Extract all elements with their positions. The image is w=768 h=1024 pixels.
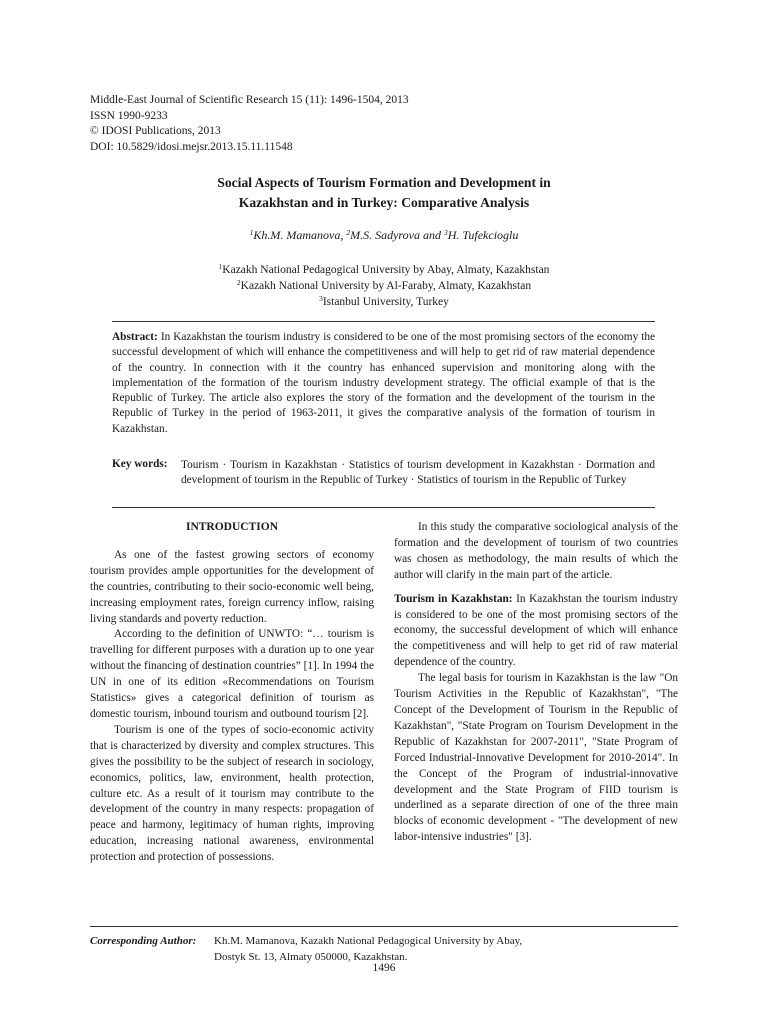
footer-rule — [90, 926, 678, 927]
affiliation-1-text: Kazakh National Pedagogical University by Abay, Almaty, Kazakhstan — [222, 264, 550, 276]
affiliation-2-sup: 2 — [236, 278, 241, 287]
abstract-top-rule — [112, 321, 655, 322]
corresponding-author-label: Corresponding Author: — [90, 935, 197, 947]
author-2-sup: 2 — [346, 228, 351, 237]
author-1-sup: 1 — [249, 228, 254, 237]
author-list — [100, 228, 668, 243]
tourism-kazakhstan-text: In Kazakhstan the tourism industry is considered to be one of the most promising sectors of the economy, the successful development of which will enhance the competitiveness and will help to get rid of raw material dependence of the country. — [394, 592, 678, 669]
affiliation-3-text: Istanbul University, Turkey — [322, 296, 449, 308]
affiliation-2 — [100, 278, 668, 294]
author-1: Kh.M. Mamanova, — [253, 228, 347, 242]
intro-paragraph-1: As one of the fastest growing sectors of economy tourism provides ample opportunities for the development of the countries, contributing to their socio-economic well being, increasing employment rates, foreign currency inflow, raising living standards and poverty reduction. — [90, 548, 374, 625]
affiliation-1-sup: 1 — [218, 262, 223, 271]
intro-paragraph-2: According to the definition of UNWTO: “… tourism is travelling for different purposes with a duration up to one year without the financing of destination countries” [1]. In 1994 the UN in one of its edition «Recommendations on Tourism Statistics» gives a categorical definition of tourism as domestic tourism, inbound tourism and outbound tourism [2]. — [90, 628, 374, 720]
page-number: 1496 — [372, 962, 396, 974]
affiliation-2-text: Kazakh National University by Al-Faraby, Almaty, Kazakhstan — [240, 280, 532, 292]
tourism-kazakhstan-paragraph — [394, 592, 678, 672]
author-3-sup: 3 — [443, 228, 448, 237]
corresponding-line-1: Kh.M. Mamanova, Kazakh National Pedagogical University by Abay, — [214, 935, 523, 947]
title-line-1: Social Aspects of Tourism Formation and Development in — [217, 175, 551, 190]
section-heading-introduction: INTRODUCTION — [185, 521, 278, 533]
title-line-2: Kazakhstan and in Turkey: Comparative Analysis — [238, 194, 530, 210]
author-2: M.S. Sadyrova and — [350, 228, 444, 242]
affiliation-3 — [100, 294, 668, 310]
affiliation-1 — [100, 262, 668, 278]
affiliations — [100, 262, 668, 310]
paragraph-gap — [394, 584, 678, 592]
keywords-text: Tourism · Tourism in Kazakhstan · Statistics of tourism development in Kazakhstan · Dormation and development of tourism in the Republic of Turkey · Statistics of tourism in the Republic of Turkey — [181, 459, 655, 487]
affiliation-3-sup: 3 — [319, 294, 323, 303]
methodology-paragraph: In this study the comparative sociological analysis of the formation and the development of tourism of two countries was chosen as methodology, the main results of which the author will clarify in the main part of the article. — [394, 521, 678, 581]
paper-title — [100, 173, 668, 212]
doi: DOI: 10.5829/idosi.mejsr.2013.15.11.11548 — [90, 140, 293, 153]
abstract — [112, 330, 655, 437]
abstract-text: In Kazakhstan the tourism industry is considered to be one of the most promising sectors of the economy the successful development of which will enhance the competitiveness and will help to get rid of raw material dependence of the country. In connection with it the country has enhanced supervision and monitoring along with the implementation of the formation of the tourism industry development strategy. The official example of that is the Republic of Turkey. The article also explores the story of the formation and the development of the tourism in the Republic of Turkey in the period of 1963-2011, it gives the comparative analysis of the formation of tourism in Kazakhstan. — [112, 331, 656, 435]
right-column — [394, 520, 678, 846]
abstract-label: Abstract: — [112, 331, 158, 343]
copyright: © IDOSI Publications, 2013 — [90, 125, 221, 138]
keywords-bottom-rule — [112, 507, 655, 508]
legal-basis-paragraph: The legal basis for tourism in Kazakhstan is the law "On Tourism Activities in the Republic of Kazakhstan", "The Concept of the Development of Tourism in the Republic of Kazakhstan", "State Program on Tourism Development in the Republic of Kazakhstan for 2007-2011", "State Program of Forced Industrial-Innovative Development for 2010-2014". In the Concept of the Program of industrial-innovative development and the State Program of FIID tourism is underlined as a separate direction of one of the three main blocks of economic development - "The development of new labor-intensive industries" [3]. — [394, 672, 678, 844]
tourism-kazakhstan-label: Tourism in Kazakhstan: — [394, 592, 513, 605]
keywords-label: Key words: — [112, 458, 168, 470]
journal-header — [90, 93, 409, 155]
corresponding-line-2: Dostyk St. 13, Almaty 050000, Kazakhstan. — [214, 951, 408, 963]
corresponding-author-details — [214, 933, 654, 965]
left-column — [90, 520, 374, 866]
issn: ISSN 1990-9233 — [90, 109, 168, 122]
author-3: H. Tufekcioglu — [447, 228, 519, 242]
journal-citation: Middle-East Journal of Scientific Research 15 (11): 1496-1504, 2013 — [90, 94, 409, 106]
intro-paragraph-3: Tourism is one of the types of socio-economic activity that is characterized by diversity and complex structures. This gives the possibility to be the subject of research in sociology, economics, politics, law, environment, health protection, culture etc. As a result of it tourism may contribute to the development of the country in many respects: propagation of peace and harmony, legitimacy of human rights, improving education, increasing national awareness, environmental protection and protection of possessions. — [90, 723, 374, 864]
